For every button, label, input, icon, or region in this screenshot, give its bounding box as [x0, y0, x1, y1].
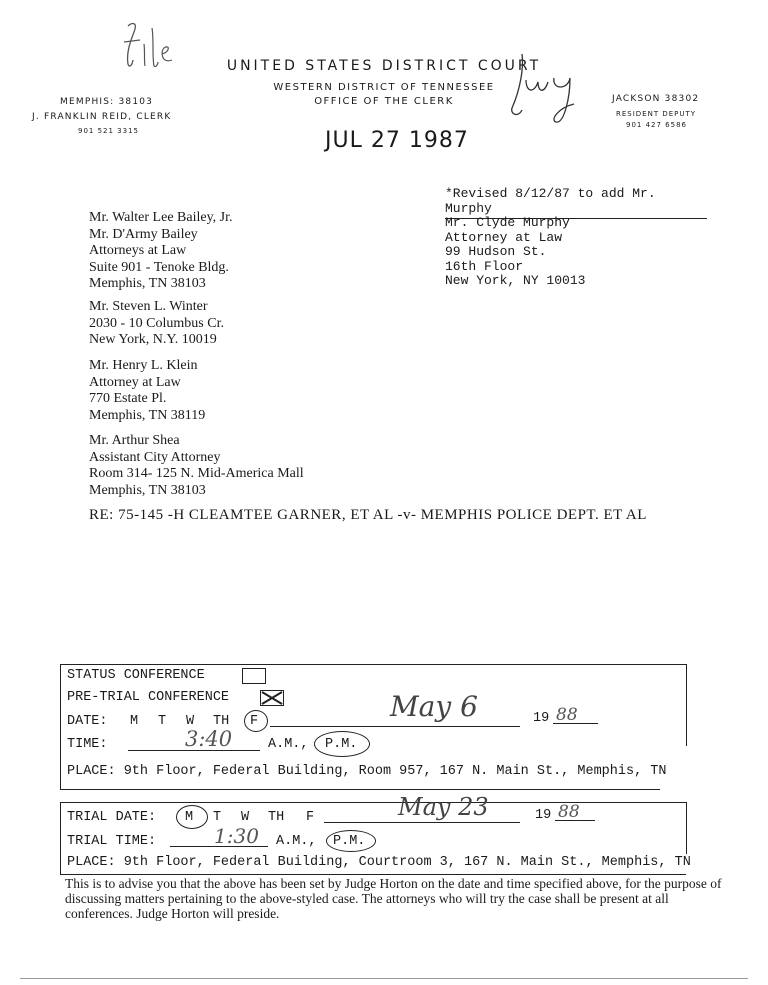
addressee-line: Mr. D'Army Bailey [89, 226, 198, 242]
day-f-circle [244, 710, 268, 732]
pretrial-conference-checkbox[interactable] [260, 690, 284, 706]
conference-year-line [553, 723, 598, 724]
trial-time-handwritten: 1:30 [214, 824, 259, 848]
revision-note: *Revised 8/12/87 to add Mr. Murphy [445, 186, 707, 219]
status-conference-checkbox[interactable] [242, 668, 266, 684]
right-title: RESIDENT DEPUTY [616, 110, 697, 118]
trial-place: PLACE: 9th Floor, Federal Building, Courtroom 3, 167 N. Main St., Memphis, TN [67, 855, 691, 870]
right-city: JACKSON 38302 [612, 94, 700, 104]
conference-time-handwritten: 3:40 [185, 727, 233, 751]
addressee-line: New York, NY 10013 [445, 273, 586, 288]
addressee-line: Attorney at Law [445, 229, 563, 245]
office-name: OFFICE OF THE CLERK [314, 96, 454, 107]
conference-date-handwritten: May 6 [390, 690, 478, 723]
page-bottom-edge [20, 978, 748, 979]
district-name: WESTERN DISTRICT OF TENNESSEE [273, 82, 495, 93]
conference-time-label: TIME: [67, 737, 108, 752]
addressee-line: Suite 901 - Tenoke Bldg. [89, 259, 229, 275]
addressee-block-2 [89, 299, 224, 349]
addressee-line: Attorneys at Law [89, 243, 187, 258]
clerk-name: J. FRANKLIN REID, CLERK [32, 112, 172, 122]
trial-date-label: TRIAL DATE: [67, 810, 157, 825]
addressee-line: Mr. Steven L. Winter [89, 299, 208, 314]
addressee-line: 2030 - 10 Columbus Cr. [89, 315, 224, 331]
conference-year-handwritten: 88 [556, 705, 578, 725]
svg-text:Jug: Jug [508, 48, 510, 49]
day-w: W [186, 714, 195, 729]
addressee-line: Assistant City Attorney [89, 449, 221, 465]
trial-day-w: W [241, 810, 250, 825]
re-case-line: RE: 75-145 -H CLEAMTEE GARNER, ET AL -v- MEMPHIS POLICE DEPT. ET AL [89, 507, 647, 523]
addressee-block-right [445, 216, 585, 289]
conference-year-prefix: 19 [533, 711, 550, 726]
left-city: MEMPHIS: 38103 [60, 97, 154, 107]
trial-day-f: F [306, 810, 315, 825]
addressee-line: Mr. Henry L. Klein [89, 358, 198, 373]
addressee-line: New York, N.Y. 10019 [89, 332, 217, 347]
left-phone: 901 521 3315 [78, 127, 139, 135]
trial-year-prefix: 19 [535, 808, 552, 823]
day-f: F [250, 714, 259, 729]
addressee-line: Mr. Clyde Murphy [445, 215, 570, 230]
addressee-line: 16th Floor [445, 258, 524, 274]
trial-day-m: M [185, 810, 194, 825]
trial-day-t: T [213, 810, 222, 825]
day-m: M [130, 714, 139, 729]
conference-pm-circle [314, 731, 370, 757]
conference-date-label: DATE: [67, 714, 108, 729]
addressee-line: Room 314- 125 N. Mid-America Mall [89, 466, 304, 481]
right-phone: 901 427 6586 [626, 121, 687, 129]
trial-pm-circle [326, 830, 376, 852]
svg-text:File: File [118, 18, 120, 19]
addressee-block-1 [89, 210, 233, 293]
trial-year-handwritten: 88 [558, 802, 580, 822]
court-name: UNITED STATES DISTRICT COURT [226, 58, 542, 74]
addressee-line: 770 Estate Pl. [89, 391, 167, 406]
conference-am-label: A.M., [268, 737, 309, 752]
handwritten-initials [508, 48, 588, 130]
trial-pm-label: P.M. [333, 834, 366, 849]
trial-date-line [324, 822, 520, 823]
notice-paragraph: This is to advise you that the above has been set by Judge Horton on the date and time specified above, for the purpose of discussing matters pertaining to the above-styled case. The attorneys who will try the case shall be present at all conferences. Judge Horton will preside. [65, 876, 722, 921]
trial-am-label: A.M., [276, 834, 317, 849]
date-stamp: JUL 27 1987 [325, 128, 469, 153]
day-th: TH [213, 714, 230, 729]
pretrial-conference-label: PRE-TRIAL CONFERENCE [67, 690, 230, 705]
trial-time-label: TRIAL TIME: [67, 834, 157, 849]
addressee-line: Memphis, TN 38103 [89, 276, 206, 291]
day-t: T [158, 714, 167, 729]
addressee-block-4 [89, 433, 304, 499]
conference-pm-label: P.M. [325, 737, 358, 752]
trial-day-th: TH [268, 810, 285, 825]
trial-day-m-circle [176, 805, 208, 829]
addressee-line: Attorney at Law [89, 374, 181, 390]
addressee-line: 99 Hudson St. [445, 244, 547, 259]
trial-date-handwritten: May 23 [398, 793, 489, 821]
addressee-line: Mr. Walter Lee Bailey, Jr. [89, 210, 233, 225]
checkbox-x-mark [261, 691, 283, 705]
addressee-line: Mr. Arthur Shea [89, 433, 180, 448]
conference-date-line [270, 726, 520, 727]
addressee-line: Memphis, TN 38119 [89, 407, 206, 423]
addressee-block-3 [89, 358, 205, 424]
trial-year-line [555, 820, 595, 821]
status-conference-label: STATUS CONFERENCE [67, 668, 205, 683]
conference-place: PLACE: 9th Floor, Federal Building, Room 957, 167 N. Main St., Memphis, TN [67, 764, 667, 779]
addressee-line: Memphis, TN 38103 [89, 482, 206, 498]
